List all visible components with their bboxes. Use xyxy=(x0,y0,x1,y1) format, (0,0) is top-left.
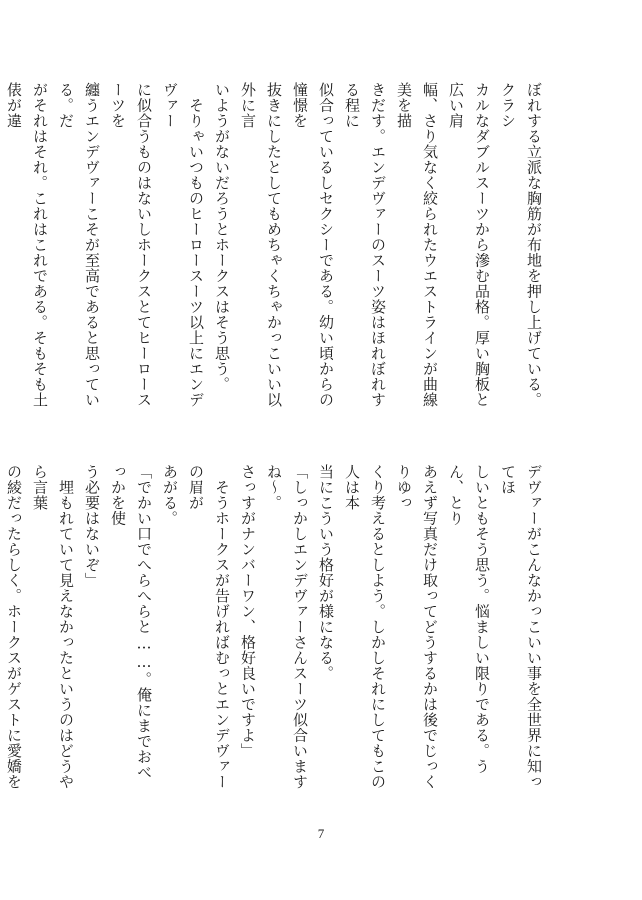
page-number: 7 xyxy=(317,826,325,841)
upper-text-block: ぼれする立派な胸筋が布地を押し上げている。クラシ カルなダブルスーツから滲む品格。厚い胸板と広い肩 幅、さり気なく絞られたウエストラインが曲線美を描 きだす。エンデヴァーのスーツ姿はほれぼれする程に 似合っているしセクシーである。幼い頃からの憧憬を 抜きにしたとしてもめちゃくちゃかっこいい以外に言 いようがないだろうとホークスはそう思う。 そりゃいつものヒーロースーツ以上にエンデヴァー に似合うものはないしホークスとてヒーロースーツを 纏うエンデヴァーこそが至高であると思っている。だ がそれはそれ。これはこれである。そもそも土俵が違 xyxy=(5,82,543,408)
lower-text-block: デヴァーがこんなかっこいい事を全世界に知ってほ しいともそう思う。悩ましい限りである。うん、とり あえず写真だけ取ってどうするかは後でじっくりゆっ くり考えるとしよう。しかしそれにしてもこの人は本 当にこういう格好が様になる。 「しっかしエンデヴァーさんスーツ似合いますね～。 さっすがナンバーワン、格好良いですよ」 そうホークスが告げればむっとエンデヴァーの眉が あがる。 「でかい口でへらへらと……。俺にまでおべっかを使 う必要はないぞ」 埋もれていて見えなかったというのはどうやら言葉 の綾だったらしく。ホークスがゲストに愛嬌を xyxy=(5,464,543,790)
